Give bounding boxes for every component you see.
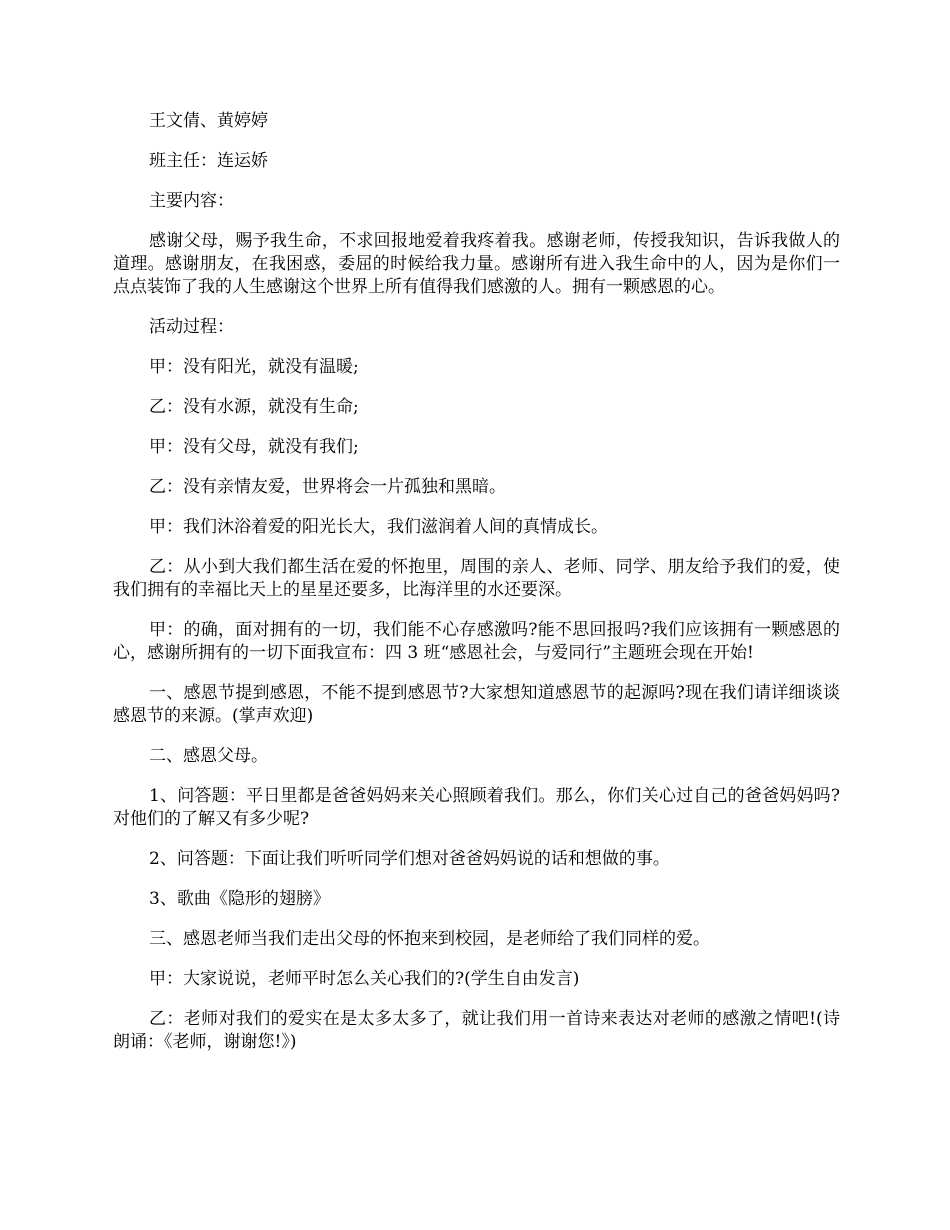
dialogue-line: 甲：没有父母，就没有我们; [149, 437, 359, 457]
dialogue-line: 甲：没有阳光，就没有温暖; [149, 357, 359, 377]
dialogue-line: 乙：老师对我们的爱实在是太多太多了，就让我们用一首诗来表达对老师的感激之情吧!(诗朗诵：《老师，谢谢您!》) [113, 1009, 840, 1052]
section-two-heading: 二、感恩父母。 [149, 746, 268, 766]
section-one: 一、感恩节提到感恩，不能不提到感恩节?大家想知道感恩节的起源吗?现在我们请详细谈谈感恩节的来源。(掌声欢迎) [113, 683, 840, 726]
dialogue-line: 乙：从小到大我们都生活在爱的怀抱里，周围的亲人、老师、同学、朋友给予我们的爱，使我们拥有的幸福比天上的星星还要多，比海洋里的水还要深。 [113, 557, 840, 600]
main-content-paragraph: 感谢父母，赐予我生命，不求回报地爱着我疼着我。感谢老师，传授我知识，告诉我做人的道理。感谢朋友，在我困惑，委屈的时候给我力量。感谢所有进入我生命中的人，因为是你们一点点装饰了我的人生感谢这个世界上所有值得我们感激的人。拥有一颗感恩的心。 [113, 231, 840, 297]
section-two-item: 1、问答题：平日里都是爸爸妈妈来关心照顾着我们。那么，你们关心过自己的爸爸妈妈吗?对他们的了解又有多少呢? [113, 786, 840, 829]
document-page [113, 110, 840, 1071]
dialogue-line: 甲：大家说说，老师平时怎么关心我们的?(学生自由发言) [149, 969, 580, 989]
dialogue-line: 甲：我们沐浴着爱的阳光长大，我们滋润着人间的真情成长。 [149, 517, 608, 537]
section-two-item: 3、歌曲《隐形的翅膀》 [149, 889, 330, 909]
dialogue-line: 甲：的确，面对拥有的一切，我们能不心存感激吗?能不思回报吗?我们应该拥有一颗感恩的心，感谢所拥有的一切下面我宣布：四 3 班“感恩社会，与爱同行”主题班会现在开始! [113, 620, 840, 663]
section-three: 三、感恩老师当我们走出父母的怀抱来到校园，是老师给了我们同样的爱。 [149, 929, 710, 949]
head-teacher: 班主任：连运娇 [149, 151, 268, 171]
section-two-item: 2、问答题：下面让我们听听同学们想对爸爸妈妈说的话和想做的事。 [149, 849, 670, 869]
dialogue-line: 乙：没有水源，就没有生命; [149, 397, 359, 417]
main-content-heading: 主要内容： [149, 191, 234, 211]
dialogue-line: 乙：没有亲情友爱，世界将会一片孤独和黑暗。 [149, 477, 506, 497]
activity-process-heading: 活动过程： [149, 317, 234, 337]
students-names: 王文倩、黄婷婷 [149, 111, 268, 131]
